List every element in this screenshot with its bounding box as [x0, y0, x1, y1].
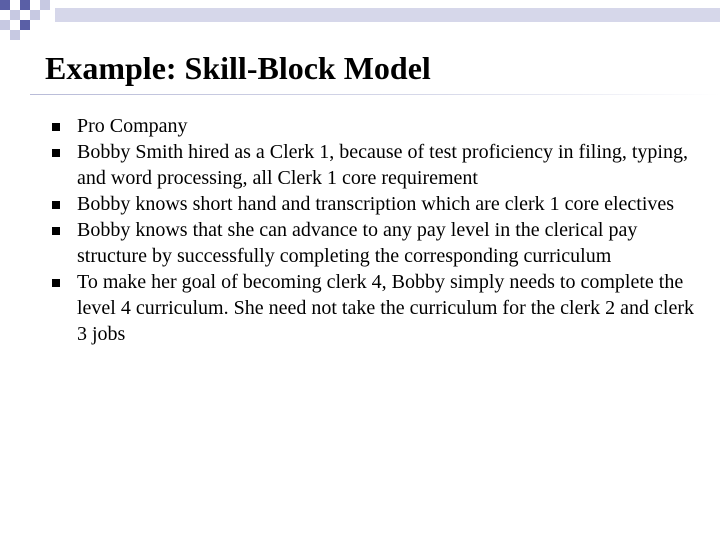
bullet-list — [77, 113, 707, 347]
square-bullet-icon — [52, 123, 60, 131]
checker-pattern — [0, 0, 50, 40]
bullet-item — [77, 269, 707, 347]
header-bar — [55, 8, 720, 22]
bullet-text: Bobby knows that she can advance to any pay level in the clerical pay structure by successfully completing the corresponding curriculum — [77, 219, 638, 267]
square-bullet-icon — [52, 149, 60, 157]
square-bullet-icon — [52, 201, 60, 209]
slide-title: Example: Skill-Block Model — [45, 50, 431, 86]
bullet-text: Bobby Smith hired as a Clerk 1, because of test proficiency in filing, typing, and word processing, all Clerk 1 core requirement — [77, 141, 688, 189]
bullet-item — [77, 139, 707, 191]
bullet-text: Pro Company — [77, 115, 188, 137]
bullet-item — [77, 113, 707, 139]
bullet-text: To make her goal of becoming clerk 4, Bobby simply needs to complete the level 4 curriculum. She need not take the curriculum for the clerk 2 and clerk 3 jobs — [77, 271, 694, 345]
title-divider — [30, 94, 720, 95]
square-bullet-icon — [52, 279, 60, 287]
bullet-item — [77, 191, 707, 217]
bullet-item — [77, 217, 707, 269]
bullet-text: Bobby knows short hand and transcription which are clerk 1 core electives — [77, 193, 675, 215]
square-bullet-icon — [52, 227, 60, 235]
header-decoration — [0, 0, 720, 40]
